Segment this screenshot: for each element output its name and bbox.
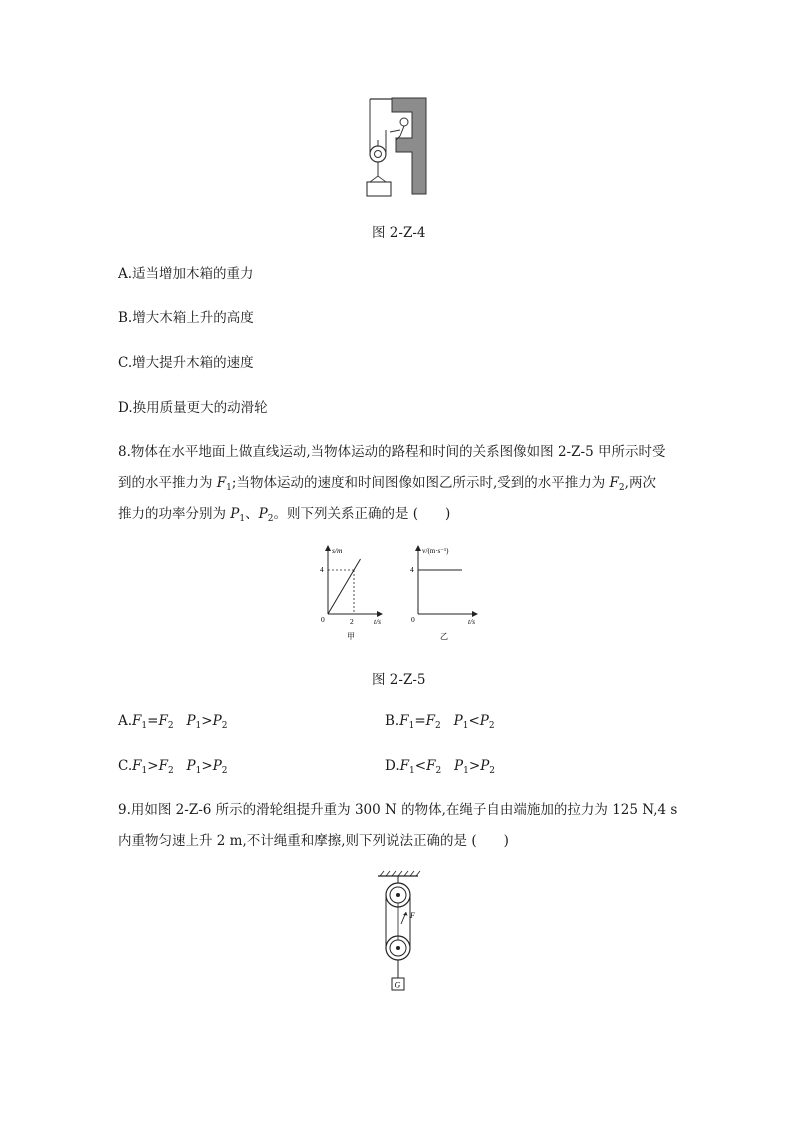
figure-caption: 图 2-Z-4 <box>372 225 426 241</box>
chart-jia-xlabel: t/s <box>374 617 382 626</box>
chart-jia-origin: 0 <box>321 615 325 624</box>
chart-yi-ytick: 4 <box>410 565 414 574</box>
figure-caption: 图 2-Z-5 <box>372 672 426 688</box>
weight-label: G <box>394 980 401 990</box>
figure-2-z-4 <box>360 92 430 202</box>
figure-2-z-6 <box>370 868 430 996</box>
chart-jia-ylabel: s/m <box>332 546 343 555</box>
chart-yi-ylabel: v/(m·s⁻¹) <box>422 547 449 555</box>
option-a: $A.F_1=F_2$ $P_1>P_2$ <box>118 713 228 731</box>
question-9-line-1: 9.用如图 2-Z-6 所示的滑轮组提升重为 300 N 的物体,在绳子自由端施加的拉力为 125 N,4 s <box>118 802 678 818</box>
chart-jia-xtick: 2 <box>350 617 354 626</box>
chart-jia-name: 甲 <box>347 632 355 641</box>
figure-2-z-5 <box>310 542 490 644</box>
option-c: $C.F_1>F_2$ $P_1>P_2$ <box>118 758 228 776</box>
question-8-line-1: 8.物体在水平地面上做直线运动,当物体运动的路程和时间的关系图像如图 2-Z-5 甲所示时受 <box>118 444 666 460</box>
option-c: C.增大提升木箱的速度 <box>118 355 254 371</box>
option-d: $D.F_1<F_2$ $P_1>P_2$ <box>385 758 496 776</box>
option-d: D.换用质量更大的动滑轮 <box>118 400 268 416</box>
force-label: F <box>410 911 415 920</box>
chart-yi-name: 乙 <box>440 632 448 641</box>
option-b: B.增大木箱上升的高度 <box>118 310 254 326</box>
chart-jia-ytick: 4 <box>320 565 324 574</box>
chart-yi-xlabel: t/s <box>468 617 476 626</box>
question-8-line-3: 推力的功率分别为 $P_1$、$P_2$。则下列关系正确的是 ( ) <box>118 506 451 524</box>
question-8-line-2: 到的水平推力为 $F_1$;当物体运动的速度和时间图像如图乙所示时,受到的水平推力为 $F_2$,两次 <box>118 475 656 493</box>
option-a: A.适当增加木箱的重力 <box>118 266 254 282</box>
option-b: $B.F_1=F_2$ $P_1<P_2$ <box>385 713 495 731</box>
chart-jia-series-line <box>328 559 361 614</box>
chart-yi-origin: 0 <box>411 615 415 624</box>
question-9-line-2: 内重物匀速上升 2 m,不计绳重和摩擦,则下列说法正确的是 ( ) <box>118 833 509 849</box>
